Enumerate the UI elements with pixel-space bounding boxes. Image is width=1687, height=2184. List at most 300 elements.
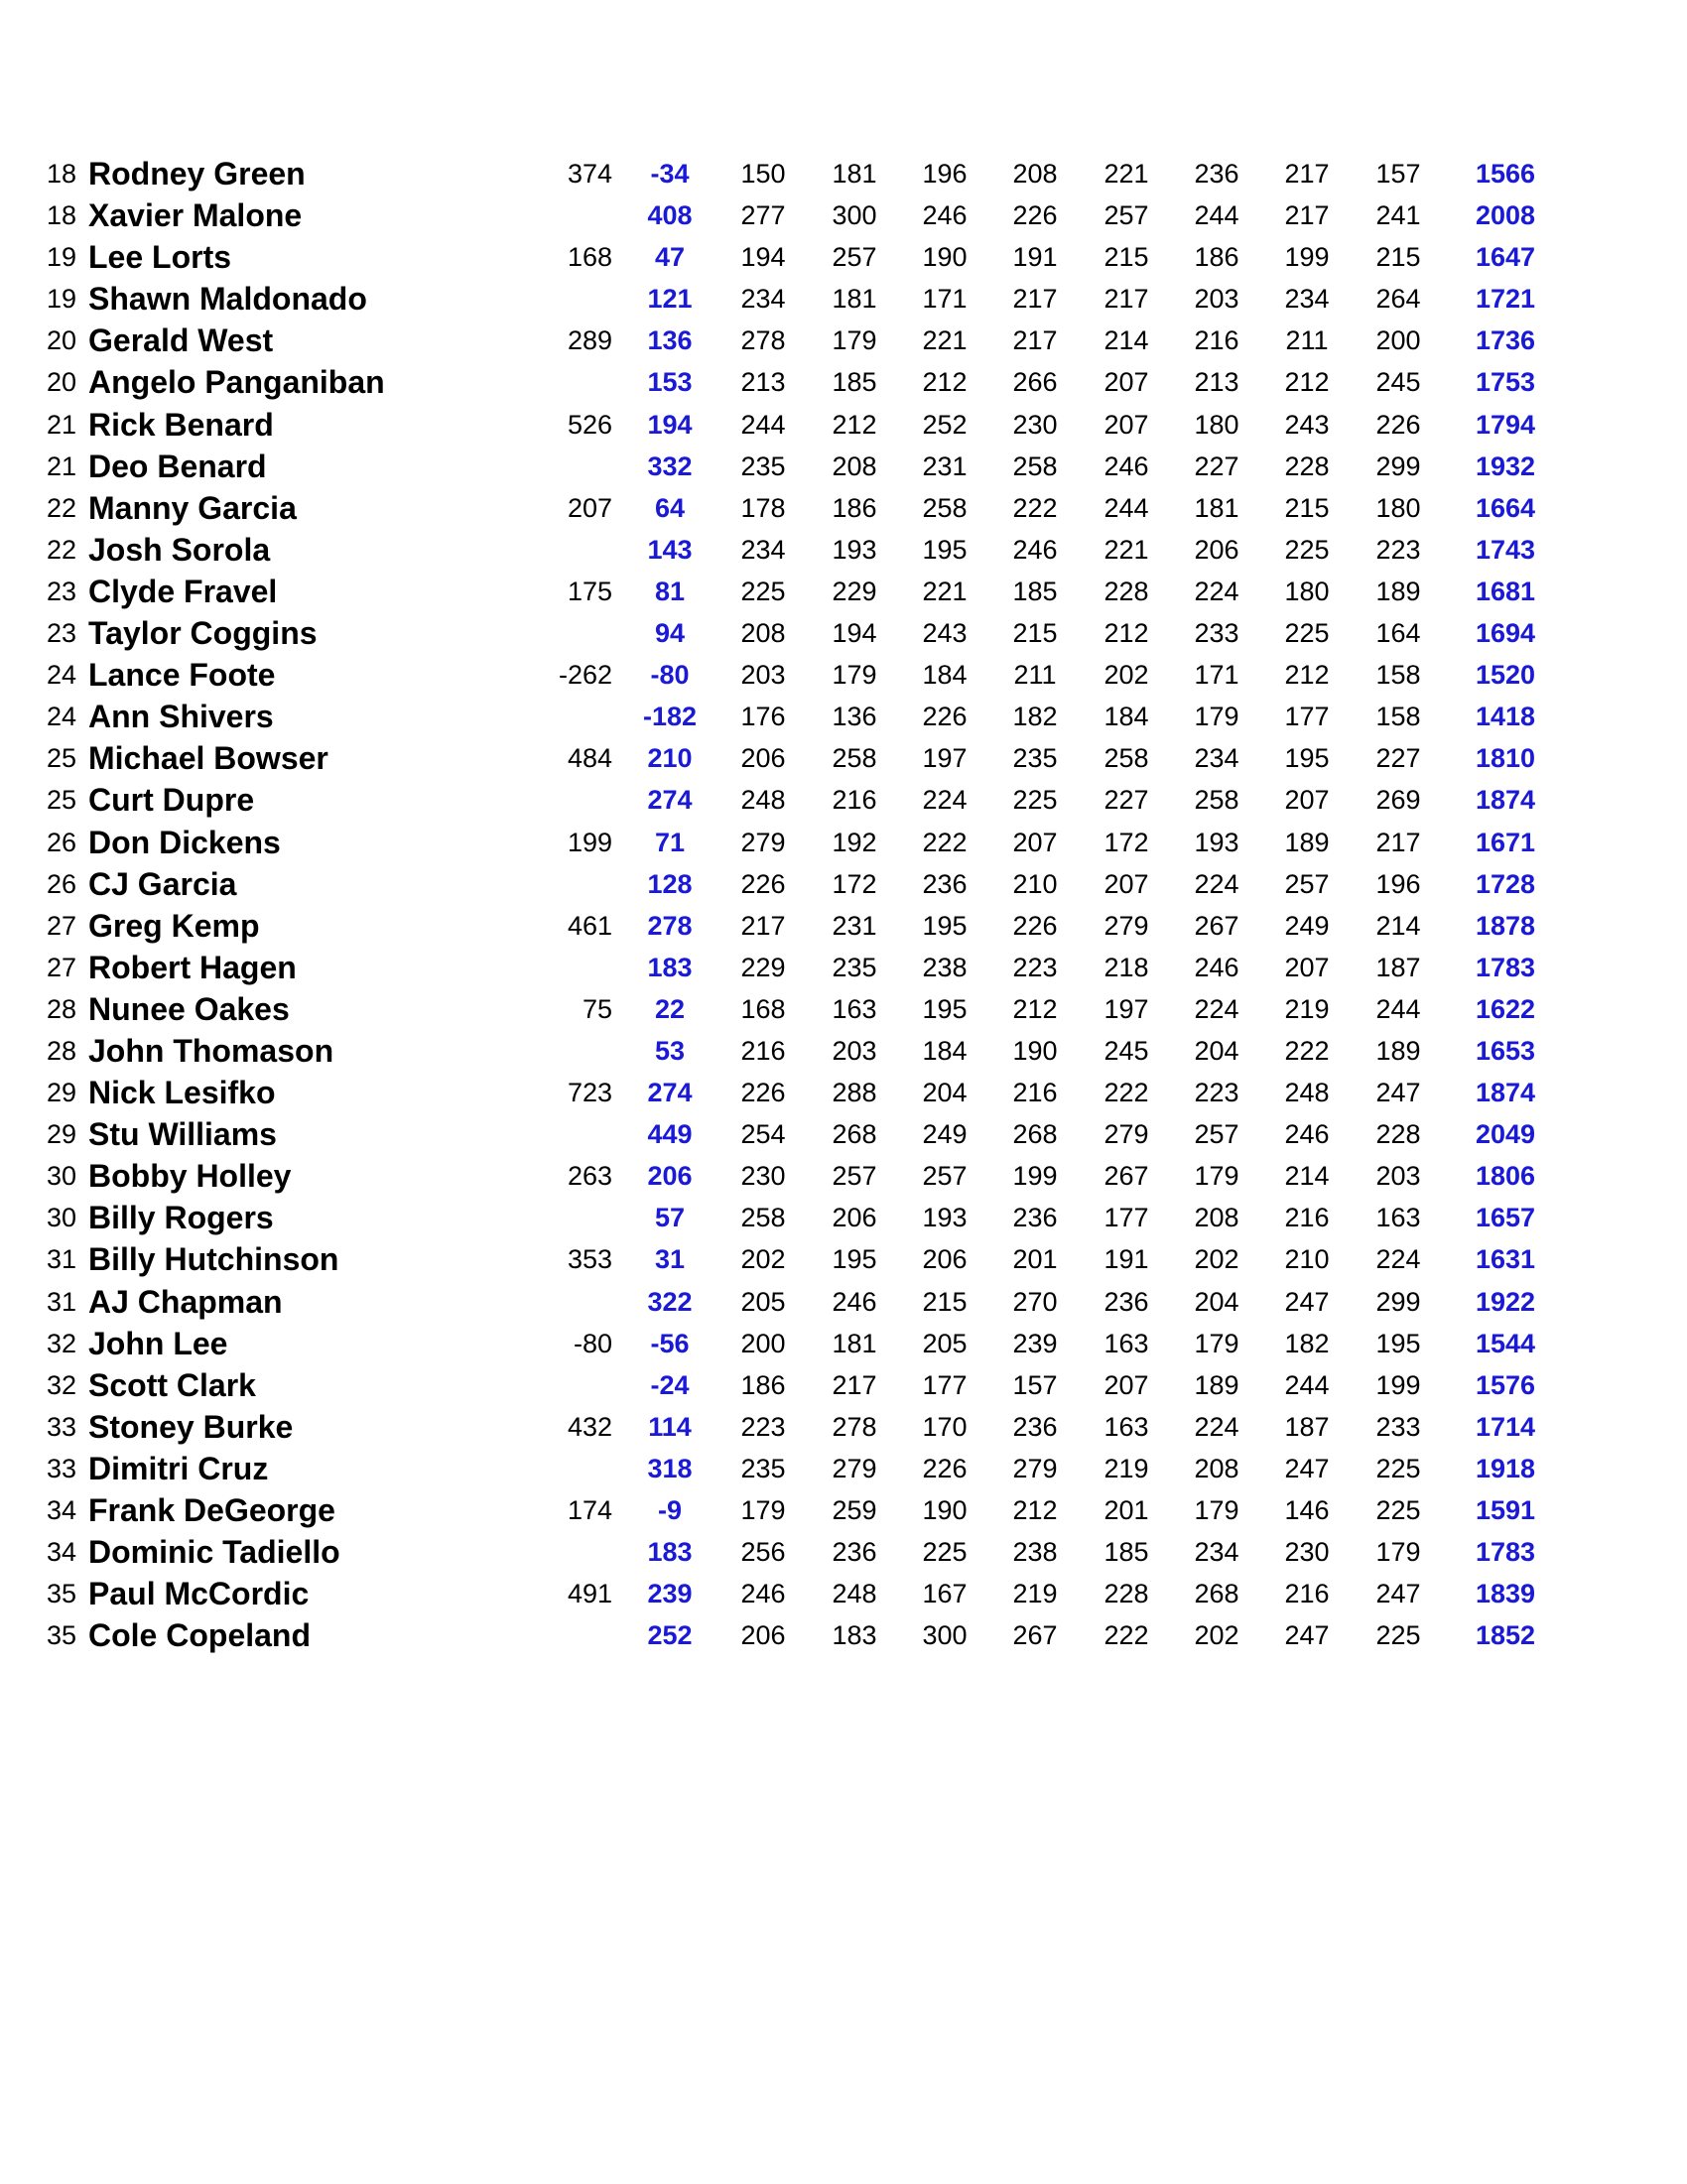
game-score: 245	[1375, 367, 1421, 398]
game-score: 243	[922, 618, 968, 649]
game-score: 230	[740, 1161, 786, 1192]
game-score: 254	[740, 1119, 786, 1150]
game-score: 268	[1194, 1579, 1239, 1609]
bowler-name: Robert Hagen	[88, 949, 297, 985]
game-score: 258	[1194, 785, 1239, 816]
game-score: 189	[1194, 1369, 1239, 1400]
game-score: 211	[1285, 325, 1329, 356]
game-score: 180	[1284, 576, 1330, 606]
position-number: 27	[47, 910, 77, 941]
game-score: 246	[1012, 534, 1058, 565]
game-score: 236	[922, 868, 968, 899]
pair-difference: 526	[567, 409, 612, 440]
bowler-plus-minus: 274	[647, 785, 693, 816]
table-row	[0, 612, 1687, 654]
total-pinfall: 1544	[1475, 1328, 1536, 1358]
game-score: 252	[922, 409, 968, 440]
game-score: 211	[1013, 660, 1057, 691]
game-score: 228	[1103, 576, 1149, 606]
game-score: 185	[1012, 576, 1058, 606]
game-score: 213	[740, 367, 786, 398]
game-score: 206	[740, 1620, 786, 1651]
game-score: 268	[1012, 1119, 1058, 1150]
game-score: 246	[832, 1286, 877, 1317]
game-score: 195	[1284, 743, 1330, 774]
game-score: 225	[1375, 1453, 1421, 1483]
game-score: 185	[1103, 1537, 1149, 1568]
game-score: 226	[922, 1453, 968, 1483]
game-score: 179	[1194, 1495, 1239, 1525]
bowler-plus-minus: -24	[650, 1369, 690, 1400]
position-number: 35	[47, 1620, 77, 1651]
game-score: 244	[1194, 200, 1239, 231]
bowler-name: Don Dickens	[88, 824, 281, 860]
game-score: 201	[1012, 1244, 1058, 1275]
game-score: 202	[1194, 1620, 1239, 1651]
bowler-plus-minus: 252	[647, 1620, 693, 1651]
position-number: 24	[47, 660, 77, 691]
table-row	[0, 194, 1687, 236]
game-score: 279	[1103, 910, 1149, 941]
game-score: 279	[832, 1453, 877, 1483]
bowler-name: Scott Clark	[88, 1366, 256, 1403]
game-score: 223	[1012, 952, 1058, 982]
game-score: 224	[1194, 1411, 1239, 1442]
game-score: 258	[740, 1203, 786, 1233]
game-score: 179	[832, 325, 877, 356]
game-score: 191	[1012, 242, 1058, 273]
bowler-plus-minus: 274	[647, 1078, 693, 1108]
game-score: 299	[1375, 1286, 1421, 1317]
bowler-plus-minus: -182	[642, 702, 698, 732]
table-row	[0, 404, 1687, 446]
game-score: 212	[1103, 618, 1149, 649]
bowler-name: Shawn Maldonado	[88, 281, 367, 318]
game-score: 213	[1194, 367, 1239, 398]
bowler-plus-minus: 318	[647, 1453, 693, 1483]
game-score: 215	[922, 1286, 968, 1317]
bowler-name: Lance Foote	[88, 657, 276, 694]
table-row	[0, 822, 1687, 863]
game-score: 182	[1012, 702, 1058, 732]
bowler-plus-minus: -56	[650, 1328, 690, 1358]
game-score: 183	[832, 1620, 877, 1651]
game-score: 233	[1375, 1411, 1421, 1442]
bowler-plus-minus: 194	[647, 409, 693, 440]
game-score: 195	[922, 993, 968, 1024]
bowler-plus-minus: 64	[654, 492, 686, 523]
pair-difference: 174	[567, 1495, 612, 1525]
game-score: 207	[1103, 409, 1149, 440]
game-score: 216	[1284, 1203, 1330, 1233]
game-score: 181	[832, 159, 877, 189]
game-score: 212	[1284, 660, 1330, 691]
total-pinfall: 1631	[1475, 1244, 1536, 1275]
game-score: 222	[1012, 492, 1058, 523]
bowler-name: Josh Sorola	[88, 531, 271, 568]
total-pinfall: 1874	[1475, 785, 1536, 816]
total-pinfall: 1622	[1475, 993, 1536, 1024]
game-score: 158	[1375, 702, 1421, 732]
pair-difference: 374	[567, 159, 612, 189]
game-score: 238	[922, 952, 968, 982]
position-number: 30	[47, 1203, 77, 1233]
game-score: 245	[1103, 1035, 1149, 1066]
score-table	[0, 153, 1687, 1656]
bowler-name: Deo Benard	[88, 448, 267, 484]
bowler-name: Ann Shivers	[88, 699, 274, 735]
game-score: 150	[740, 159, 786, 189]
game-score: 225	[1012, 785, 1058, 816]
game-score: 299	[1375, 450, 1421, 481]
position-number: 34	[47, 1537, 77, 1568]
game-score: 219	[1284, 993, 1330, 1024]
bowler-name: John Lee	[88, 1325, 228, 1361]
game-score: 258	[832, 743, 877, 774]
game-score: 201	[1103, 1495, 1149, 1525]
game-score: 217	[1375, 827, 1421, 857]
game-score: 184	[1103, 702, 1149, 732]
bowler-plus-minus: 210	[647, 743, 693, 774]
game-score: 228	[1284, 450, 1330, 481]
game-score: 194	[740, 242, 786, 273]
game-score: 244	[1284, 1369, 1330, 1400]
game-score: 179	[1194, 702, 1239, 732]
position-number: 33	[47, 1411, 77, 1442]
game-score: 187	[1375, 952, 1421, 982]
table-row	[0, 905, 1687, 947]
table-row	[0, 1281, 1687, 1323]
game-score: 217	[1012, 325, 1058, 356]
table-row	[0, 236, 1687, 278]
game-score: 258	[1012, 450, 1058, 481]
bowler-plus-minus: 449	[647, 1119, 693, 1150]
game-score: 195	[1375, 1328, 1421, 1358]
game-score: 270	[1012, 1286, 1058, 1317]
game-score: 171	[922, 284, 968, 315]
game-score: 248	[740, 785, 786, 816]
game-score: 170	[922, 1411, 968, 1442]
game-score: 185	[832, 367, 877, 398]
game-score: 206	[832, 1203, 877, 1233]
game-score: 179	[740, 1495, 786, 1525]
game-score: 204	[1194, 1286, 1239, 1317]
game-score: 247	[1375, 1579, 1421, 1609]
game-score: 217	[1103, 284, 1149, 315]
game-score: 259	[832, 1495, 877, 1525]
total-pinfall: 1918	[1475, 1453, 1536, 1483]
game-score: 221	[922, 576, 968, 606]
bowler-plus-minus: 53	[654, 1035, 686, 1066]
pair-difference: 263	[567, 1161, 612, 1192]
game-score: 176	[740, 702, 786, 732]
bowler-name: Nick Lesifko	[88, 1075, 276, 1111]
game-score: 224	[922, 785, 968, 816]
game-score: 186	[1194, 242, 1239, 273]
table-row	[0, 1573, 1687, 1614]
game-score: 235	[1012, 743, 1058, 774]
total-pinfall: 1681	[1475, 576, 1536, 606]
game-score: 226	[1012, 910, 1058, 941]
bowler-plus-minus: 153	[647, 367, 693, 398]
game-score: 197	[1103, 993, 1149, 1024]
table-row	[0, 529, 1687, 571]
game-score: 230	[1284, 1537, 1330, 1568]
table-row	[0, 361, 1687, 403]
game-score: 225	[1375, 1620, 1421, 1651]
pair-difference: 75	[582, 993, 612, 1024]
game-score: 228	[1375, 1119, 1421, 1150]
game-score: 257	[1103, 200, 1149, 231]
game-score: 172	[1103, 827, 1149, 857]
position-number: 23	[47, 576, 77, 606]
position-number: 31	[47, 1244, 77, 1275]
game-score: 214	[1375, 910, 1421, 941]
total-pinfall: 1721	[1475, 284, 1536, 315]
total-pinfall: 1566	[1475, 159, 1536, 189]
total-pinfall: 2008	[1475, 200, 1536, 231]
total-pinfall: 1753	[1475, 367, 1536, 398]
game-score: 219	[1103, 1453, 1149, 1483]
bowler-name: Cole Copeland	[88, 1617, 312, 1654]
bowler-plus-minus: 239	[647, 1579, 693, 1609]
position-number: 35	[47, 1579, 77, 1609]
game-score: 257	[1284, 868, 1330, 899]
position-number: 19	[47, 242, 77, 273]
game-score: 257	[832, 242, 877, 273]
table-row	[0, 1113, 1687, 1155]
position-number: 29	[47, 1119, 77, 1150]
game-score: 189	[1375, 576, 1421, 606]
game-score: 300	[832, 200, 877, 231]
game-score: 212	[832, 409, 877, 440]
table-row	[0, 320, 1687, 361]
game-score: 190	[922, 242, 968, 273]
total-pinfall: 1839	[1475, 1579, 1536, 1609]
game-score: 258	[922, 492, 968, 523]
total-pinfall: 1783	[1475, 1537, 1536, 1568]
total-pinfall: 2049	[1475, 1119, 1536, 1150]
pair-difference: 723	[567, 1078, 612, 1108]
bowler-name: Rodney Green	[88, 156, 306, 192]
bowler-plus-minus: 136	[647, 325, 693, 356]
game-score: 224	[1194, 993, 1239, 1024]
bowler-plus-minus: 332	[647, 450, 693, 481]
game-score: 186	[740, 1369, 786, 1400]
bowler-name: Greg Kemp	[88, 907, 260, 944]
game-score: 268	[832, 1119, 877, 1150]
game-score: 216	[1284, 1579, 1330, 1609]
game-score: 225	[1284, 618, 1330, 649]
bowler-plus-minus: 408	[647, 200, 693, 231]
game-score: 204	[1194, 1035, 1239, 1066]
pair-difference: 353	[567, 1244, 612, 1275]
game-score: 208	[740, 618, 786, 649]
game-score: 203	[832, 1035, 877, 1066]
game-score: 189	[1375, 1035, 1421, 1066]
game-score: 190	[1012, 1035, 1058, 1066]
game-score: 212	[1284, 367, 1330, 398]
total-pinfall: 1874	[1475, 1078, 1536, 1108]
game-score: 216	[832, 785, 877, 816]
bowler-name: Dominic Tadiello	[88, 1534, 340, 1571]
game-score: 257	[1194, 1119, 1239, 1150]
game-score: 180	[1194, 409, 1239, 440]
game-score: 246	[1194, 952, 1239, 982]
game-score: 226	[740, 868, 786, 899]
total-pinfall: 1728	[1475, 868, 1536, 899]
game-score: 205	[740, 1286, 786, 1317]
bowler-name: Frank DeGeorge	[88, 1492, 335, 1528]
game-score: 158	[1375, 660, 1421, 691]
game-score: 212	[922, 367, 968, 398]
game-score: 203	[740, 660, 786, 691]
position-number: 26	[47, 827, 77, 857]
game-score: 179	[832, 660, 877, 691]
total-pinfall: 1806	[1475, 1161, 1536, 1192]
position-number: 25	[47, 743, 77, 774]
table-row	[0, 446, 1687, 487]
game-score: 177	[1103, 1203, 1149, 1233]
game-score: 207	[1103, 1369, 1149, 1400]
game-score: 181	[1194, 492, 1239, 523]
bowler-name: Curt Dupre	[88, 782, 255, 819]
game-score: 182	[1284, 1328, 1330, 1358]
game-score: 202	[1194, 1244, 1239, 1275]
position-number: 22	[47, 492, 77, 523]
game-score: 300	[922, 1620, 968, 1651]
game-score: 181	[832, 284, 877, 315]
game-score: 184	[922, 1035, 968, 1066]
game-score: 136	[832, 702, 877, 732]
total-pinfall: 1932	[1475, 450, 1536, 481]
total-pinfall: 1743	[1475, 534, 1536, 565]
game-score: 234	[1194, 1537, 1239, 1568]
table-row	[0, 1614, 1687, 1656]
bowler-name: AJ Chapman	[88, 1283, 283, 1320]
game-score: 214	[1284, 1161, 1330, 1192]
table-row	[0, 696, 1687, 737]
game-score: 247	[1375, 1078, 1421, 1108]
pair-difference: -80	[573, 1328, 612, 1358]
total-pinfall: 1591	[1475, 1495, 1536, 1525]
total-pinfall: 1576	[1475, 1369, 1536, 1400]
game-score: 146	[1284, 1495, 1330, 1525]
pair-difference: 207	[567, 492, 612, 523]
game-score: 257	[832, 1161, 877, 1192]
position-number: 19	[47, 284, 77, 315]
game-score: 190	[922, 1495, 968, 1525]
game-score: 264	[1375, 284, 1421, 315]
bowler-name: Paul McCordic	[88, 1576, 310, 1612]
game-score: 224	[1194, 868, 1239, 899]
game-score: 235	[832, 952, 877, 982]
game-score: 203	[1375, 1161, 1421, 1192]
game-score: 226	[1012, 200, 1058, 231]
game-score: 177	[922, 1369, 968, 1400]
game-score: 226	[740, 1078, 786, 1108]
game-score: 225	[740, 576, 786, 606]
pair-difference: -262	[558, 660, 612, 691]
pair-difference: 491	[567, 1579, 612, 1609]
bowler-name: Angelo Panganiban	[88, 364, 385, 401]
game-score: 216	[1194, 325, 1239, 356]
game-score: 199	[1284, 242, 1330, 273]
game-score: 221	[1103, 534, 1149, 565]
bowler-plus-minus: 81	[654, 576, 686, 606]
game-score: 215	[1103, 242, 1149, 273]
bowler-plus-minus: -34	[650, 159, 690, 189]
game-score: 222	[1284, 1035, 1330, 1066]
table-row	[0, 1030, 1687, 1072]
bowler-plus-minus: 22	[654, 993, 686, 1024]
game-score: 223	[1194, 1078, 1239, 1108]
game-score: 171	[1194, 660, 1239, 691]
game-score: 193	[922, 1203, 968, 1233]
bowler-plus-minus: 71	[654, 827, 686, 857]
position-number: 18	[47, 200, 77, 231]
game-score: 222	[1103, 1620, 1149, 1651]
game-score: 239	[1012, 1328, 1058, 1358]
game-score: 208	[1012, 159, 1058, 189]
game-score: 195	[922, 534, 968, 565]
game-score: 234	[1284, 284, 1330, 315]
game-score: 235	[740, 450, 786, 481]
bowler-name: Rick Benard	[88, 406, 274, 443]
game-score: 246	[1103, 450, 1149, 481]
table-row	[0, 1531, 1687, 1573]
game-score: 236	[832, 1537, 877, 1568]
bowler-plus-minus: 94	[654, 618, 686, 649]
total-pinfall: 1922	[1475, 1286, 1536, 1317]
game-score: 215	[1375, 242, 1421, 273]
game-score: 217	[1012, 284, 1058, 315]
game-score: 238	[1012, 1537, 1058, 1568]
bowler-plus-minus: 278	[647, 910, 693, 941]
position-number: 25	[47, 785, 77, 816]
game-score: 244	[740, 409, 786, 440]
bowler-plus-minus: 183	[647, 1537, 693, 1568]
game-score: 179	[1194, 1161, 1239, 1192]
game-score: 192	[832, 827, 877, 857]
game-score: 191	[1103, 1244, 1149, 1275]
game-score: 208	[1194, 1453, 1239, 1483]
game-score: 167	[922, 1579, 968, 1609]
game-score: 241	[1375, 200, 1421, 231]
bowler-plus-minus: 143	[647, 534, 693, 565]
game-score: 199	[1375, 1369, 1421, 1400]
game-score: 208	[1194, 1203, 1239, 1233]
position-number: 33	[47, 1453, 77, 1483]
game-score: 221	[922, 325, 968, 356]
game-score: 249	[922, 1119, 968, 1150]
game-score: 243	[1284, 409, 1330, 440]
total-pinfall: 1736	[1475, 325, 1536, 356]
game-score: 206	[922, 1244, 968, 1275]
position-number: 22	[47, 534, 77, 565]
game-score: 180	[1375, 492, 1421, 523]
bowler-name: Stu Williams	[88, 1116, 277, 1153]
pair-difference: 168	[567, 242, 612, 273]
game-score: 227	[1375, 743, 1421, 774]
game-score: 172	[832, 868, 877, 899]
game-score: 248	[832, 1579, 877, 1609]
game-score: 227	[1194, 450, 1239, 481]
game-score: 222	[1103, 1078, 1149, 1108]
game-score: 279	[740, 827, 786, 857]
game-score: 157	[1375, 159, 1421, 189]
game-score: 222	[922, 827, 968, 857]
